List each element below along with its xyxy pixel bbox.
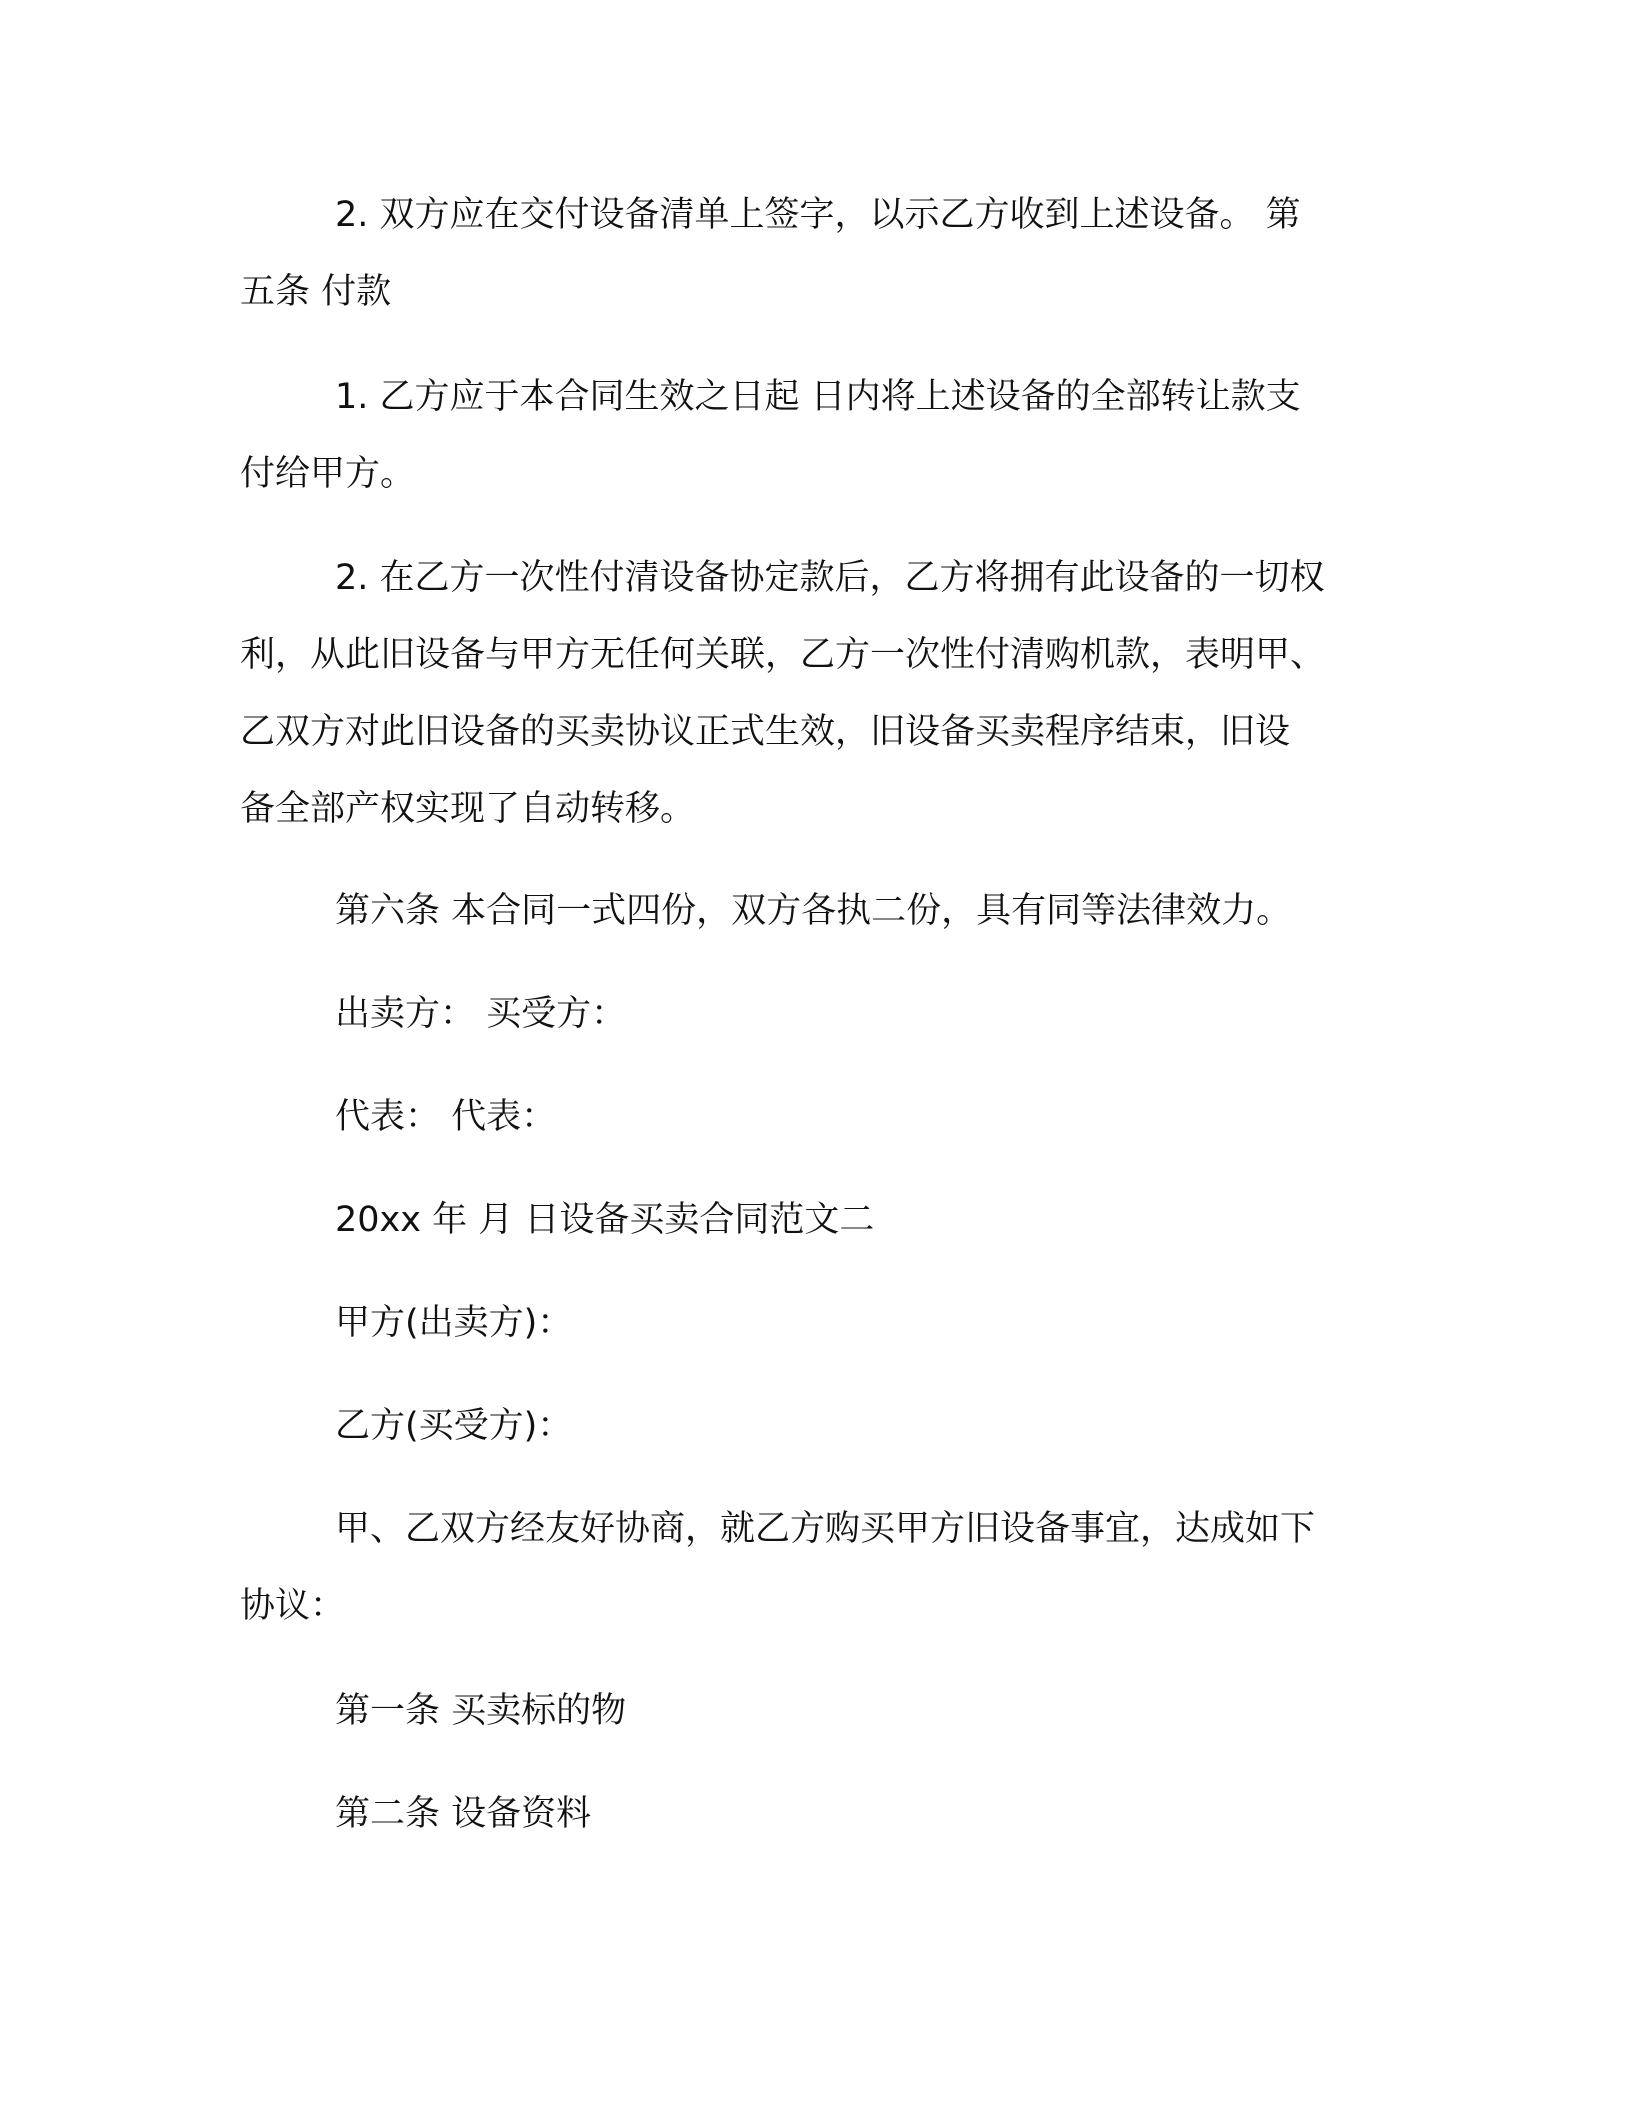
text-line: 出卖方： 买受方： (335, 994, 627, 1034)
paragraph-payment-2 (240, 540, 1380, 848)
text-line: 2. 双方应在交付设备清单上签字，以示乙方收到上述设备。 第 (335, 195, 1301, 235)
text-line: 第六条 本合同一式四份，双方各执二份，具有同等法律效力。 (335, 891, 1292, 931)
text-line: 甲方(出卖方)： (335, 1303, 573, 1343)
paragraph-clause-2 (240, 1776, 1380, 1853)
paragraph-clause-6 (240, 873, 1380, 950)
text-line: 乙双方对此旧设备的买卖协议正式生效，旧设备买卖程序结束，旧设 (240, 712, 1291, 752)
paragraph-date-title (240, 1182, 1380, 1259)
paragraph-payment-1 (240, 359, 1380, 513)
paragraph-agreement-intro (240, 1491, 1380, 1645)
paragraph-signatories (240, 976, 1380, 1053)
text-line: 1. 乙方应于本合同生效之日起 日内将上述设备的全部转让款支 (335, 377, 1301, 417)
text-line: 代表： 代表： (335, 1097, 557, 1137)
paragraph-representatives (240, 1079, 1380, 1156)
paragraph-clause-1 (240, 1673, 1380, 1750)
text-line: 乙方(买受方)： (335, 1406, 573, 1446)
text-line: 20xx 年 月 日设备买卖合同范文二 (335, 1200, 875, 1240)
text-line: 付给甲方。 (240, 454, 416, 494)
paragraph-clause-4-2 (240, 177, 1380, 331)
text-line: 2. 在乙方一次性付清设备协定款后，乙方将拥有此设备的一切权 (335, 558, 1325, 598)
paragraph-party-a (240, 1285, 1380, 1362)
paragraph-party-b (240, 1388, 1380, 1465)
text-line: 协议： (240, 1586, 346, 1626)
text-line: 五条 付款 (240, 272, 392, 312)
text-line: 第一条 买卖标的物 (335, 1691, 627, 1731)
text-line: 第二条 设备资料 (335, 1794, 592, 1834)
text-line: 利，从此旧设备与甲方无任何关联，乙方一次性付清购机款，表明甲、 (240, 635, 1326, 675)
text-line: 甲、乙双方经友好协商，就乙方购买甲方旧设备事宜，达成如下 (335, 1509, 1316, 1549)
text-line: 备全部产权实现了自动转移。 (240, 789, 696, 829)
